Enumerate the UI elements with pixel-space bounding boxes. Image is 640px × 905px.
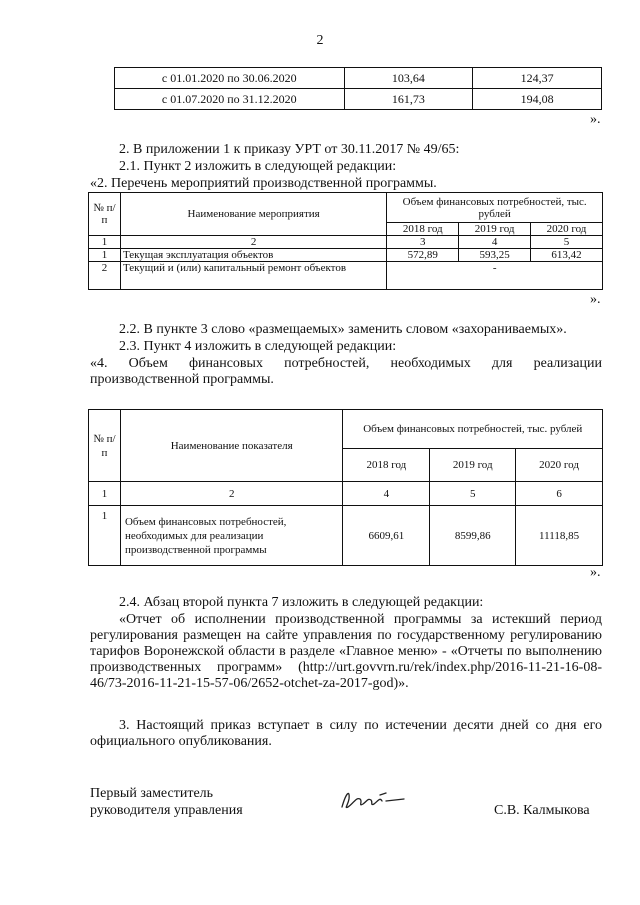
table-cell: 5 <box>430 482 516 506</box>
table-cell: 1 <box>89 236 121 249</box>
table-cell: 124,37 <box>473 68 602 89</box>
table-cell: - <box>387 262 603 290</box>
header-name: Наименование показателя <box>120 410 343 482</box>
table-cell: 613,42 <box>531 249 603 262</box>
header-year: 2018 год <box>343 449 430 482</box>
quote-close: ». <box>590 292 601 307</box>
header-name: Наименование мероприятия <box>120 193 386 236</box>
finance-volume-table <box>88 409 603 566</box>
paragraph-2: 2. В приложении 1 к приказу УРТ от 30.11.2017 № 49/65: <box>119 142 460 157</box>
table-cell: 1 <box>89 506 121 566</box>
paragraph-2-4-text: «Отчет об исполнении производственной программы за истекший период регулирования размещен на сайте управления по государственному регулированию тарифов Воронежской области в разделе «Главное меню» - «Отчеты по выполнению производственных программ» (http://urt.govvrn.ru/rek/index.php/2016-11-21-16-08-46/73-2016-11-21-15-57-06/2652-otchet-za-2017-god)». <box>90 612 602 691</box>
position-line-2: руководителя управления <box>90 803 243 818</box>
table-cell: 4 <box>459 236 531 249</box>
paragraph-2-4: 2.4. Абзац второй пункта 7 изложить в следующей редакции: <box>119 595 484 610</box>
page-number: 2 <box>316 33 324 48</box>
table-index-row <box>89 482 603 506</box>
table-cell: 2 <box>89 262 121 290</box>
measures-table <box>88 192 603 290</box>
table-cell: Текущий и (или) капитальный ремонт объектов <box>120 262 386 290</box>
handwritten-signature <box>336 785 408 815</box>
header-num: № п/п <box>89 410 121 482</box>
paragraph-2-3: 2.3. Пункт 4 изложить в следующей редакции: <box>119 339 397 354</box>
header-year: 2018 год <box>387 223 459 236</box>
paragraph-2-1-quote: «2. Перечень мероприятий производственной программы. <box>90 176 437 191</box>
table-row <box>89 262 603 290</box>
table-row <box>89 506 603 566</box>
tariff-continuation-table <box>114 67 602 110</box>
table-row <box>115 68 602 89</box>
table-cell: 8599,86 <box>430 506 516 566</box>
table-cell: 572,89 <box>387 249 459 262</box>
table-cell: с 01.07.2020 по 31.12.2020 <box>115 89 345 110</box>
table-cell: Объем финансовых потребностей, необходимых для реализации производственной программы <box>120 506 343 566</box>
signatory-name: С.В. Калмыкова <box>494 803 590 818</box>
table-cell: 194,08 <box>473 89 602 110</box>
table-cell: с 01.01.2020 по 30.06.2020 <box>115 68 345 89</box>
table-index-row <box>89 236 603 249</box>
header-volume: Объем финансовых потребностей, тыс. рублей <box>343 410 603 449</box>
quote-close: ». <box>590 112 601 127</box>
position-line-1: Первый заместитель <box>90 786 214 801</box>
table-cell: 6609,61 <box>343 506 430 566</box>
table-cell: 3 <box>387 236 459 249</box>
header-volume: Объем финансовых потребностей, тыс. рублей <box>387 193 603 223</box>
paragraph-2-1: 2.1. Пункт 2 изложить в следующей редакции: <box>119 159 397 174</box>
header-year: 2020 год <box>516 449 603 482</box>
table-row <box>89 249 603 262</box>
table-header-row <box>89 193 603 223</box>
table-header-row <box>89 410 603 449</box>
paragraph-3: 3. Настоящий приказ вступает в силу по истечении десяти дней со дня его официального опубликования. <box>90 718 602 749</box>
table-cell: 2 <box>120 236 386 249</box>
header-year: 2019 год <box>459 223 531 236</box>
table-cell: 5 <box>531 236 603 249</box>
header-year: 2019 год <box>430 449 516 482</box>
table-cell: 103,64 <box>344 68 473 89</box>
table-cell: 11118,85 <box>516 506 603 566</box>
paragraph-2-3-quote: «4. Объем финансовых потребностей, необходимых для реализации производственной программы. <box>90 356 602 387</box>
quote-close: ». <box>590 565 601 580</box>
table-cell: 593,25 <box>459 249 531 262</box>
header-num: № п/п <box>89 193 121 236</box>
paragraph-2-2: 2.2. В пункте 3 слово «размещаемых» заменить словом «захораниваемых». <box>119 322 567 337</box>
table-cell: Текущая эксплуатация объектов <box>120 249 386 262</box>
table-cell: 1 <box>89 249 121 262</box>
table-cell: 1 <box>89 482 121 506</box>
table-row <box>115 89 602 110</box>
table-cell: 6 <box>516 482 603 506</box>
signatory-position <box>90 785 243 819</box>
header-year: 2020 год <box>531 223 603 236</box>
table-cell: 4 <box>343 482 430 506</box>
table-cell: 161,73 <box>344 89 473 110</box>
table-cell: 2 <box>120 482 343 506</box>
